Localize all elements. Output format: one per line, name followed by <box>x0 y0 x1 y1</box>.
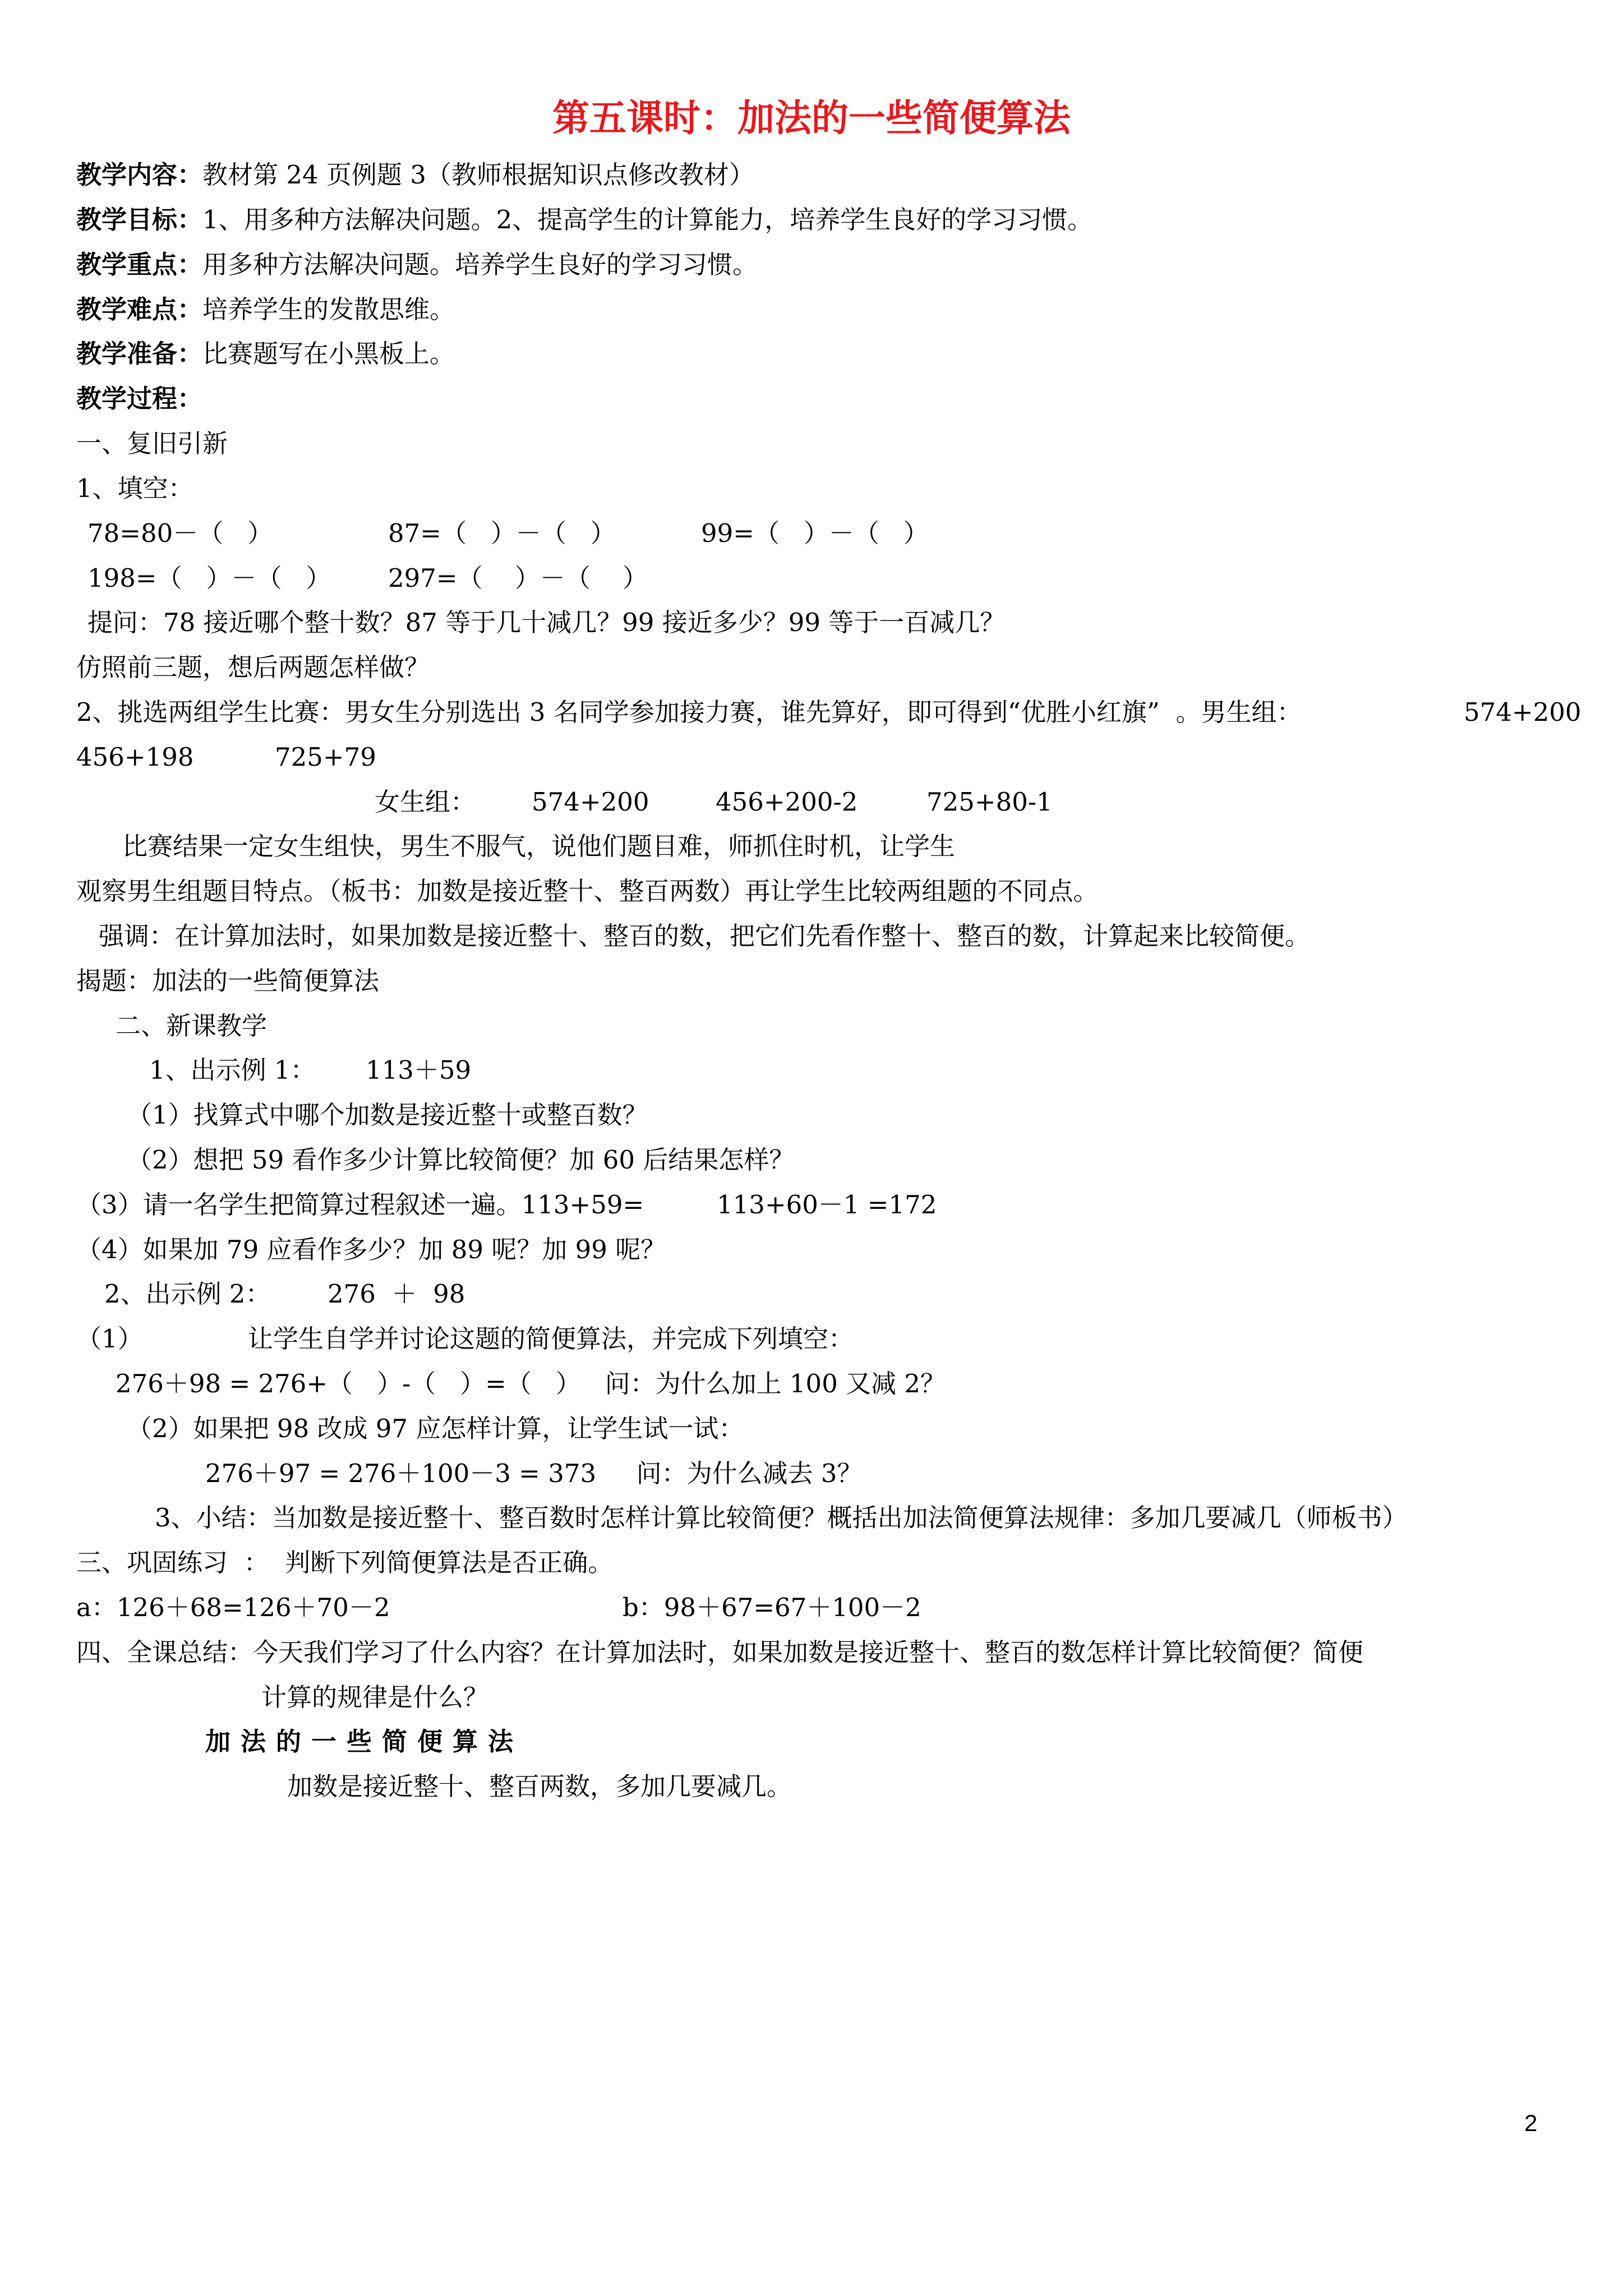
question-text: （3）请一名学生把简算过程叙述一遍。113+59= <box>76 1190 644 1220</box>
fill-expression: 276＋98 = 276+（ ）-（ ）=（ ） 问：为什么加上 100 又减 2？ <box>116 1369 946 1398</box>
paragraph: 强调：在计算加法时，如果加数是接近整十、整百的数，把它们先看作整十、整百的数，计算起来比较简便。 <box>99 921 1311 951</box>
question-text: （4）如果加 79 应看作多少？加 89 呢？加 99 呢？ <box>76 1235 666 1264</box>
section3-title: 三、巩固练习 ： 判断下列简便算法是否正确。 <box>76 1548 614 1577</box>
section1-title: 一、复旧引新 <box>76 429 228 458</box>
info-process <box>76 383 202 415</box>
boys-expression: 574+200 <box>1464 697 1581 727</box>
question-text: （2）想把 59 看作多少计算比较简便？加 60 后结果怎样？ <box>127 1145 795 1175</box>
fill-blank-item: 99=（ ）－（ ） <box>701 518 929 548</box>
example-expression: 113＋59 <box>366 1055 472 1085</box>
fill-blank-item: 198=（ ）－（ ） <box>87 563 331 593</box>
practice-item: a：126＋68=126＋70－2 <box>76 1593 390 1622</box>
example-label: 1、出示例 1： <box>149 1055 316 1085</box>
boys-expression: 456+198 <box>76 742 194 772</box>
info-text: 教材第 24 页例题 3（教师根据知识点修改教材） <box>202 160 754 190</box>
info-difficulty <box>76 294 455 325</box>
info-text: 比赛题写在小黑板上。 <box>202 339 455 369</box>
fill-blank-item: 87=（ ）－（ ） <box>388 518 616 548</box>
info-text: 用多种方法解决问题。培养学生良好的学习习惯。 <box>202 250 758 279</box>
info-key <box>76 249 758 280</box>
info-text: 培养学生的发散思维。 <box>202 295 455 324</box>
board-rule: 加数是接近整十、整百两数，多加几要减几。 <box>287 1772 792 1801</box>
girls-expression: 574+200 <box>532 787 649 817</box>
section4-text: 计算的规律是什么？ <box>261 1682 489 1712</box>
info-text: 1、用多种方法解决问题。2、提高学生的计算能力，培养学生良好的学习习惯。 <box>202 205 1093 234</box>
example-expression: 276 ＋ 98 <box>328 1279 465 1309</box>
summary-text: 3、小结：当加数是接近整十、整百数时怎样计算比较简便？概括出加法简便算法规律：多加几要减几（师板书） <box>155 1503 1408 1533</box>
info-label: 教学目标： <box>76 205 203 234</box>
paragraph: 揭题：加法的一些简便算法 <box>76 966 380 996</box>
girls-expression: 725+80-1 <box>926 787 1053 817</box>
example-expression: 276＋97 = 276＋100－3 = 373 问：为什么减去 3？ <box>205 1458 863 1488</box>
paragraph: 比赛结果一定女生组快，男生不服气，说他们题目难，师抓住时机，让学生 <box>122 831 956 861</box>
fill-blank-heading: 1、填空： <box>76 473 193 503</box>
board-title: 加法的一些简便算法 <box>205 1727 524 1756</box>
fill-blank-item: 297=（ ）－（ ） <box>388 563 648 593</box>
paragraph: 观察男生组题目特点。（板书：加数是接近整十、整百两数）再让学生比较两组题的不同点。 <box>76 876 1099 906</box>
question-text: 让学生自学并讨论这题的简便算法，并完成下列填空： <box>248 1324 854 1354</box>
question-text: （2）如果把 98 改成 97 应怎样计算，让学生试一试： <box>127 1414 744 1443</box>
competition-text: 2、挑选两组学生比赛：男女生分别选出 3 名同学参加接力赛，谁先算好，即可得到“优胜小红旗” 。男生组： <box>76 697 1302 727</box>
question-text: （1）找算式中哪个加数是接近整十或整百数？ <box>127 1100 648 1130</box>
girls-label: 女生组： <box>375 787 476 817</box>
info-label: 教学难点： <box>76 295 203 324</box>
practice-item: b：98＋67=67＋100－2 <box>623 1593 921 1622</box>
page-title: 第五课时：加法的一些简便算法 <box>552 96 1071 140</box>
info-content <box>76 159 754 191</box>
info-label: 教学准备： <box>76 339 203 369</box>
info-label: 教学过程： <box>76 384 203 413</box>
fill-blank-item: 78=80－（ ） <box>87 518 273 548</box>
question-text: 提问：78 接近哪个整十数？87 等于几十减几？99 接近多少？99 等于一百减几？ <box>87 608 1006 637</box>
section4-text: 四、全课总结：今天我们学习了什么内容？在计算加法时，如果加数是接近整十、整百的数怎样计算比较简便？简便 <box>76 1637 1364 1667</box>
info-label: 教学重点： <box>76 250 203 279</box>
info-prep <box>76 338 455 370</box>
info-goal <box>76 204 1092 236</box>
example-expression: 113+60－1 =172 <box>717 1190 937 1220</box>
example-label: 2、出示例 2： <box>104 1279 271 1309</box>
page-number: 2 <box>1524 2110 1538 2136</box>
section2-title: 二、新课教学 <box>116 1011 268 1041</box>
info-label: 教学内容： <box>76 160 203 190</box>
girls-expression: 456+200-2 <box>716 787 858 817</box>
question-text: 仿照前三题，想后两题怎样做？ <box>76 652 430 682</box>
boys-expression: 725+79 <box>275 742 376 772</box>
question-text: （1） <box>76 1324 143 1354</box>
